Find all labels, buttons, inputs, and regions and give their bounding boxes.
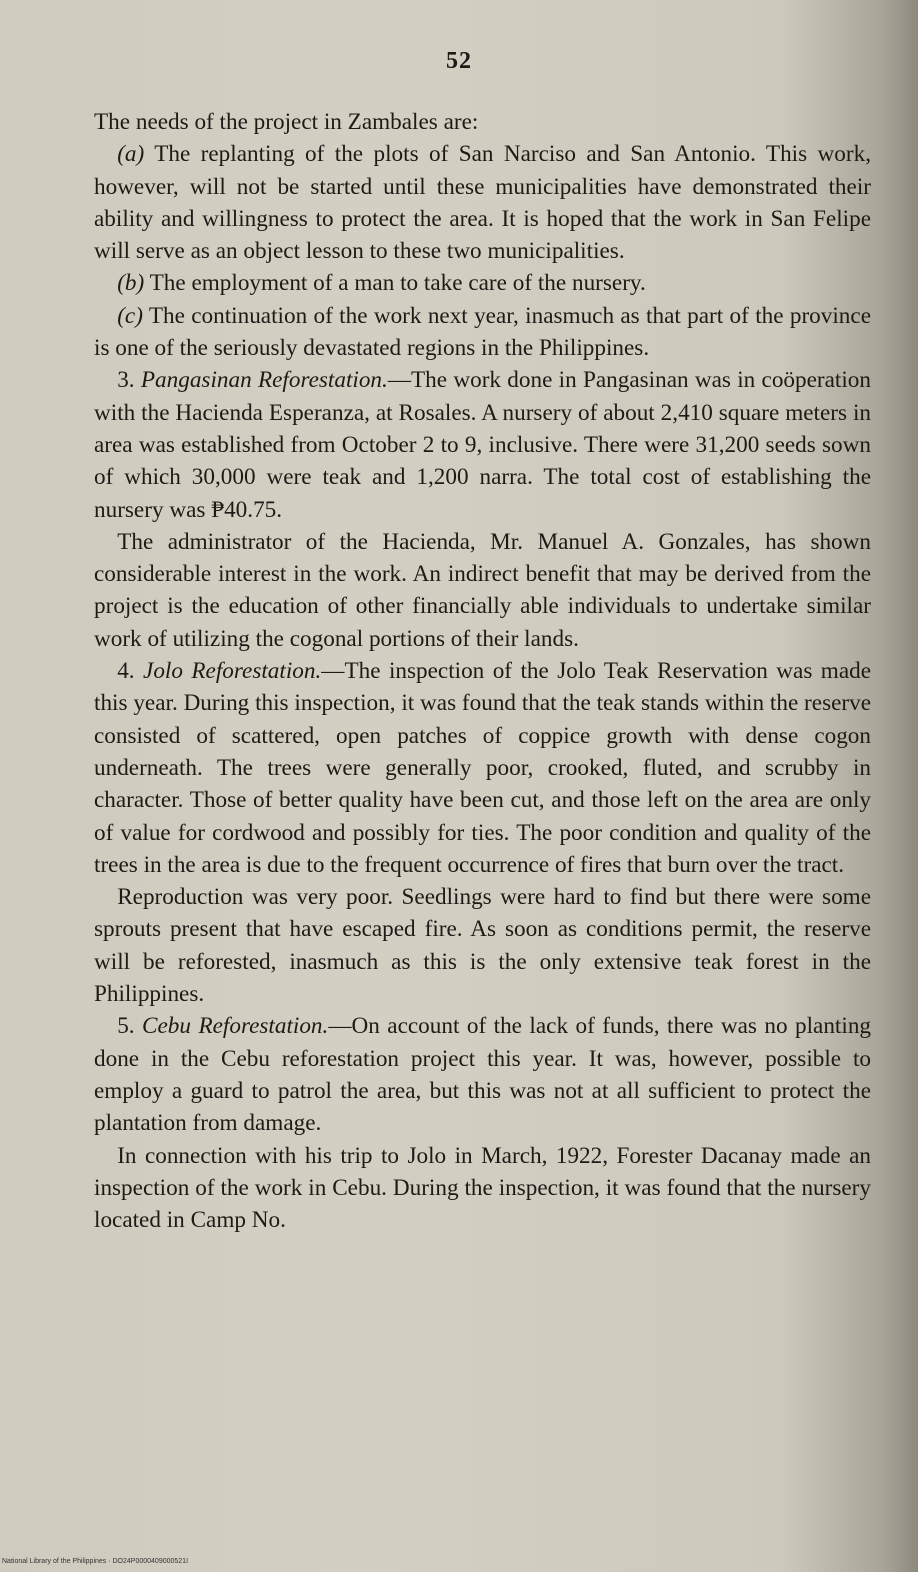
need-b-label: (b) (117, 270, 145, 297)
pangasinan-text: —The work done in Pangasinan was in coöperation with the Hacienda Esperanza, at Rosales. A nursery of about 2,410 square meters in area was established from October 2 to 9, inclusive. There were 31,200 seeds sown of which 30,000 were teak and 1,200 narra. The total cost of establishing the nursery was ₱40.75. (94, 367, 871, 523)
need-a-paragraph (94, 138, 871, 267)
body-text (94, 106, 871, 1236)
need-b-paragraph (94, 267, 871, 299)
need-c-paragraph (94, 300, 871, 365)
need-a-text: The replanting of the plots of San Narciso and San Antonio. This work, however, will not be started until these municipalities have demonstrated their ability and willingness to protect the area. It is hoped that the work in San Felipe will serve as an object lesson to these two municipalities. (94, 141, 871, 265)
intro-paragraph: The needs of the project in Zambales are: (94, 109, 479, 135)
cebu-paragraph-2: In connection with his trip to Jolo in March, 1922, Forester Dacanay made an inspection of the work in Cebu. During the inspection, it was found that the nursery located in Camp No. (94, 1142, 871, 1234)
need-c-text: The continuation of the work next year, inasmuch as that part of the province is one of the seriously devastated regions in the Philippines. (94, 302, 871, 362)
need-a-label: (a) (117, 141, 145, 168)
cebu-paragraph (94, 1010, 871, 1139)
need-c-label: (c) (117, 302, 143, 329)
pangasinan-heading: Pangasinan Reforestation. (140, 367, 388, 394)
cebu-text: —On account of the lack of funds, there was no planting done in the Cebu reforestation project this year. It was, however, possible to employ a guard to patrol the area, but this was not at all sufficient to protect the plantation from damage. (94, 1013, 872, 1137)
cebu-number: 5. (117, 1013, 143, 1040)
page-number: 52 (446, 48, 472, 74)
jolo-paragraph (94, 655, 871, 881)
cebu-heading: Cebu Reforestation. (142, 1013, 329, 1040)
jolo-number: 4. (117, 658, 144, 685)
library-footer: National Library of the Philippines · DO24P0000409000521I (2, 1558, 189, 1565)
need-b-text: The employment of a man to take care of the nursery. (144, 270, 646, 297)
jolo-text: —The inspection of the Jolo Teak Reservation was made this year. During this inspection, it was found that the teak stands within the reserve consisted of scattered, open patches of coppice growth with dense cogon underneath. The trees were generally poor, crooked, fluted, and scrubby in character. Those of better quality have been cut, and those left on the area are only of value for cordwood and possibly for ties. The poor condition and quality of the trees in the area is due to the frequent occurrence of fires that burn over the tract. (94, 658, 872, 878)
pangasinan-paragraph (94, 364, 871, 525)
jolo-heading: Jolo Reforestation. (143, 658, 322, 685)
jolo-paragraph-2: Reproduction was very poor. Seedlings were hard to find but there were some sprouts present that have escaped fire. As soon as conditions permit, the reserve will be reforested, inasmuch as this is the only extensive teak forest in the Philippines. (94, 884, 871, 1008)
pangasinan-number: 3. (117, 367, 141, 394)
pangasinan-paragraph-2: The administrator of the Hacienda, Mr. Manuel A. Gonzales, has shown considerable interest in the work. An indirect benefit that may be derived from the project is the education of other financially able individuals to undertake similar work of utilizing the cogonal portions of their lands. (94, 528, 871, 652)
